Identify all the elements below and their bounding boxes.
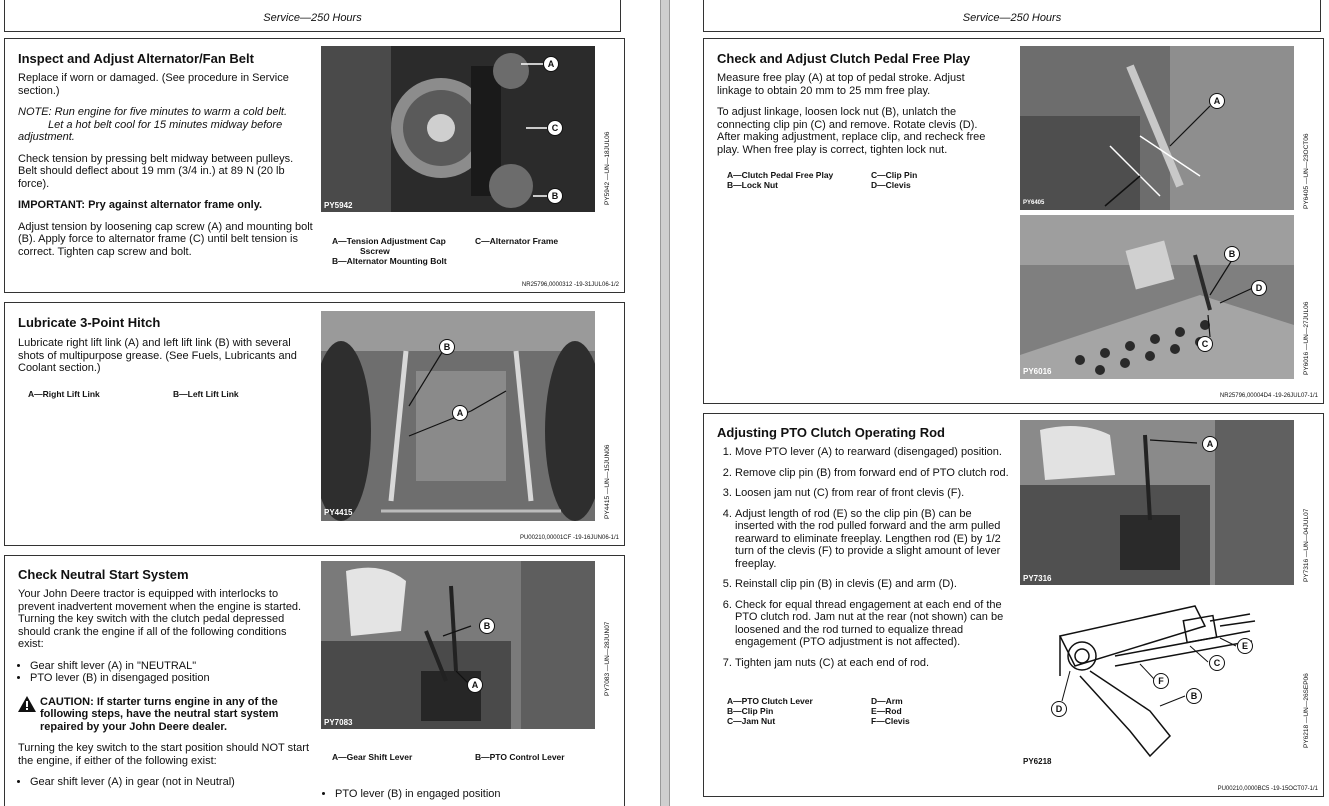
photo-code: PY7316 — [1023, 574, 1052, 583]
legend-item: E—Rod — [871, 706, 902, 716]
section-title: Check Neutral Start System — [18, 567, 189, 582]
paragraph: Check tension by pressing belt midway between pulleys. Belt should deflect about 19 mm (3/4 in.) at 89 N (20 lb force). — [18, 152, 294, 190]
pedal-illustration — [1020, 46, 1294, 210]
paragraph: Your John Deere tractor is equipped with interlocks to prevent inadvertent movement when the engine is started. Turning the key switch with the clutch pedal depressed should crank the engine if all of the following conditions exist: — [18, 588, 302, 650]
section-neutral-start — [4, 555, 625, 806]
callout-b: B — [479, 618, 495, 634]
clutch-photo-2 — [1020, 215, 1294, 379]
legend-left — [727, 170, 833, 190]
legend-a — [332, 236, 482, 266]
steps-list — [717, 446, 1013, 669]
step-item: 3. Loosen jam nut (C) from rear of front clevis (F). — [735, 487, 1013, 500]
vertical-ref: PY6016 —UN—27JUL06 — [1303, 301, 1310, 375]
list-item: • PTO lever (B) in disengaged position — [30, 672, 314, 685]
header-title: Service—250 Hours — [263, 12, 362, 24]
paragraph: To adjust linkage, loosen lock nut (B), unlatch the connecting clip pin (C) and remove. Rotate clevis (D). After making adjustment, replace clip, and recheck free play. When free play is correct, tighten lock nut. — [717, 106, 986, 156]
legend-item: B—Lock Nut — [727, 180, 778, 190]
conditions-list — [18, 776, 314, 789]
photo-code: PY5942 — [324, 201, 353, 210]
callout-a: A — [543, 56, 559, 72]
callout-a: A — [467, 677, 483, 693]
callout-a: A — [1202, 436, 1218, 452]
section-title: Inspect and Adjust Alternator/Fan Belt — [18, 51, 254, 66]
legend-item: F—Clevis — [871, 716, 910, 726]
legend-right — [871, 170, 917, 190]
paragraph: Adjust tension by loosening cap screw (A) and mounting bolt (B). Apply force to alternator frame (C) until belt tension is correct. Tighten cap screw and bolt. — [18, 220, 313, 258]
page-gutter — [660, 0, 670, 806]
vertical-ref: PY5942 —UN—18JUL06 — [604, 131, 611, 205]
pto-photo-1 — [1020, 420, 1294, 585]
photo-code: PY7083 — [324, 718, 353, 727]
vertical-ref: PY4415 —UN—15JUN06 — [604, 444, 611, 519]
legend-a: A—Right Lift Link — [28, 389, 100, 399]
bullet-continued — [323, 788, 501, 801]
legend-item: B—Clip Pin — [727, 706, 774, 716]
reference-code: PU00210,00001CF -19-16JUN06-1/1 — [519, 535, 619, 541]
callout-a: A — [452, 405, 468, 421]
legend-item: D—Arm — [871, 696, 903, 706]
callout-c: C — [1209, 655, 1225, 671]
hitch-photo — [321, 311, 595, 521]
legend-b: B—PTO Control Lever — [475, 752, 565, 762]
callout-a: A — [1209, 93, 1225, 109]
callout-b: B — [1224, 246, 1240, 262]
section-body — [717, 72, 999, 165]
callout-b: B — [547, 188, 563, 204]
step-item: 4. Adjust length of rod (E) so the clip pin (B) can be inserted with the rod pulled forward and the arm pulled rearward to eliminate freeplay. Lengthen rod (E) by 1/2 turn of the clevis (F) to provide a slight amount of lever freeplay. — [735, 508, 1013, 571]
section-clutch — [703, 38, 1324, 404]
section-title: Adjusting PTO Clutch Operating Rod — [717, 425, 945, 440]
list-item: • Gear shift lever (A) in "NEUTRAL" — [30, 660, 314, 673]
callout-f: F — [1153, 673, 1169, 689]
reference-code: NR25796,00004D4 -19-26JUL07-1/1 — [1219, 393, 1318, 399]
callout-b: B — [439, 339, 455, 355]
section-body — [18, 337, 314, 384]
section-body — [18, 588, 314, 789]
note-line: NOTE: Run engine for five minutes to warm a cold belt. — [18, 106, 288, 118]
callout-d: D — [1251, 280, 1267, 296]
neutral-photo — [321, 561, 595, 729]
page-right — [670, 0, 1329, 806]
seat-illustration — [321, 561, 595, 729]
note-line: Let a hot belt cool for 15 minutes midway before adjustment. — [18, 118, 283, 143]
callout-c: C — [1197, 336, 1213, 352]
callout-e: E — [1237, 638, 1253, 654]
legend-a: A—Gear Shift Lever — [332, 752, 413, 762]
step-item: 7. Tighten jam nuts (C) at each end of rod. — [735, 657, 1013, 670]
legend-item: Sscrew — [360, 246, 390, 256]
list-item: • PTO lever (B) in engaged position — [335, 788, 501, 801]
important-note: IMPORTANT: Pry against alternator frame only. — [18, 199, 263, 211]
caution-block — [18, 696, 314, 734]
legend-item: A—Clutch Pedal Free Play — [727, 170, 834, 180]
pto-lever-illustration — [1020, 420, 1294, 585]
photo-code: PY6405 — [1023, 200, 1045, 206]
conditions-list — [18, 660, 314, 685]
header-title: Service—250 Hours — [962, 12, 1062, 24]
vertical-ref: PY6218 —UN—26SEP06 — [1303, 673, 1310, 748]
section-hitch — [4, 302, 625, 546]
legend-right — [871, 696, 910, 726]
section-title: Lubricate 3-Point Hitch — [18, 315, 161, 330]
vertical-ref: PY7083 —UN—28JUN07 — [604, 621, 611, 696]
step-item: 2. Remove clip pin (B) from forward end of PTO clutch rod. — [735, 467, 1013, 480]
section-title: Check and Adjust Clutch Pedal Free Play — [717, 51, 971, 66]
callout-b: B — [1186, 688, 1202, 704]
section-body — [717, 446, 1013, 677]
legend-item: C—Clip Pin — [871, 170, 918, 180]
legend-item: A—PTO Clutch Lever — [727, 696, 813, 706]
reference-code: PU00210,0000BC5 -19-15OCT07-1/1 — [1217, 786, 1318, 792]
alternator-photo — [321, 46, 595, 212]
paragraph: Measure free play (A) at top of pedal stroke. Adjust linkage to obtain 20 mm to 25 mm free play. — [717, 72, 965, 97]
step-item: 1. Move PTO lever (A) to rearward (disengaged) position. — [735, 446, 1013, 459]
pto-diagram — [1020, 596, 1294, 776]
photo-code: PY6016 — [1023, 367, 1052, 376]
photo-code: PY6218 — [1023, 757, 1052, 766]
paragraph: Lubricate right lift link (A) and left lift link (B) with several shots of multipurpose grease. (See Fuels, Lubricants and Coolant section.) — [18, 337, 297, 374]
note — [18, 106, 314, 144]
vertical-ref: PY6405 —UN—23OCT06 — [1303, 133, 1310, 209]
step-item: 5. Reinstall clip pin (B) in clevis (E) and arm (D). — [735, 578, 1013, 591]
clutch-photo-1 — [1020, 46, 1294, 210]
legend-item: C—Jam Nut — [727, 716, 776, 726]
step-item: 6. Check for equal thread engagement at each end of the PTO clutch rod. Jam nut at the rear (not shown) can be loosened and the rod turned to equalize thread engagement (PTO adjustment is not affected). — [735, 599, 1013, 649]
section-alternator — [4, 38, 625, 293]
photo-code: PY4415 — [324, 508, 353, 517]
legend-c: C—Alternator Frame — [475, 236, 559, 246]
legend-item: A—Tension Adjustment Cap — [332, 236, 446, 246]
reference-code: NR25796,0000312 -19-31JUL06-1/2 — [521, 282, 619, 288]
legend-left — [727, 696, 813, 726]
section-pto — [703, 413, 1324, 797]
legend-b: B—Left Lift Link — [173, 389, 239, 399]
clevis-illustration — [1020, 215, 1294, 379]
paragraph: Replace if worn or damaged. (See procedure in Service section.) — [18, 72, 289, 97]
legend-item: D—Clevis — [871, 180, 911, 190]
callout-d: D — [1051, 701, 1067, 717]
list-item: • Gear shift lever (A) in gear (not in Neutral) — [30, 776, 314, 789]
page-left — [0, 0, 660, 806]
warning-icon — [18, 696, 36, 712]
section-body — [18, 72, 314, 267]
vertical-ref: PY7316 —UN—04JUL07 — [1303, 508, 1310, 582]
legend-item: B—Alternator Mounting Bolt — [332, 256, 447, 266]
caution-text: CAUTION: If starter turns engine in any of the following steps, have the neutral start system repaired by your John Deere dealer. — [40, 695, 279, 733]
page-header — [4, 0, 621, 32]
paragraph: Turning the key switch to the start position should NOT start the engine, if either of the following exist: — [18, 742, 310, 767]
callout-c: C — [547, 120, 563, 136]
page-header — [703, 0, 1321, 32]
